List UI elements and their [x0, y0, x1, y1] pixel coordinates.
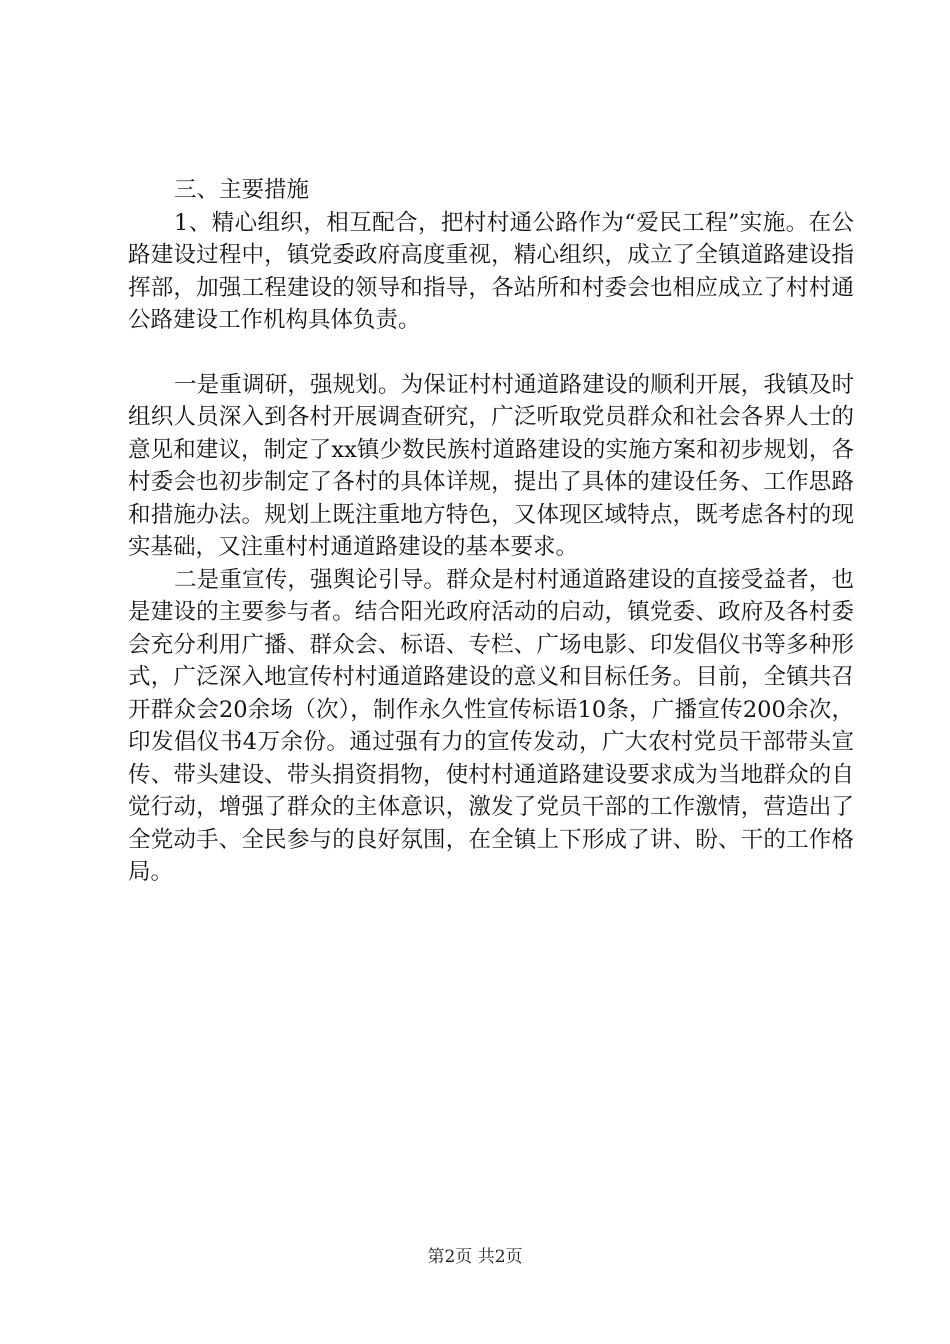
paragraph-publicity: 二是重宣传，强舆论引导。群众是村村通道路建设的直接受益者，也是建设的主要参与者。结合阳光政府活动的启动，镇党委、政府及各村委会充分利用广播、群众会、标语、专栏、广场电影、印发倡仪书等多种形式，广泛深入地宣传村村通道路建设的意义和目标任务。目前，全镇共召开群众会20余场（次），制作永久性宣传标语10条，广播宣传200余次，印发倡仪书4万余份。通过强有力的宣传发动，广大农村党员干部带头宣传、带头建设、带头捐资捐物，使村村通道路建设要求成为当地群众的自觉行动，增强了群众的主体意识，激发了党员干部的工作激情，营造出了全党动手、全民参与的良好氛围，在全镇上下形成了讲、盼、干的工作格局。 [128, 566, 854, 885]
paragraph-measure-1: 1、精心组织，相互配合，把村村通公路作为“爱民工程”实施。在公路建设过程中，镇党委政府高度重视，精心组织，成立了全镇道路建设指挥部，加强工程建设的领导和指导，各站所和村委会也相应成立了村村通公路建设工作机构具体负责。 [128, 209, 854, 333]
document-body [128, 174, 854, 889]
page-footer: 第2页 共2页 [427, 1247, 523, 1267]
section-heading: 三、主要措施 [174, 177, 310, 203]
paragraph-research-planning: 一是重调研，强规划。为保证村村通道路建设的顺利开展，我镇及时组织人员深入到各村开展调查研究，广泛听取党员群众和社会各界人士的意见和建议，制定了xx镇少数民族村道路建设的实施方案和初步规划，各村委会也初步制定了各村的具体详规，提出了具体的建设任务、工作思路和措施办法。规划上既注重地方特色，又体现区域特点，既考虑各村的现实基础，又注重村村通道路建设的基本要求。 [128, 371, 854, 560]
paragraph-gap [128, 337, 854, 369]
